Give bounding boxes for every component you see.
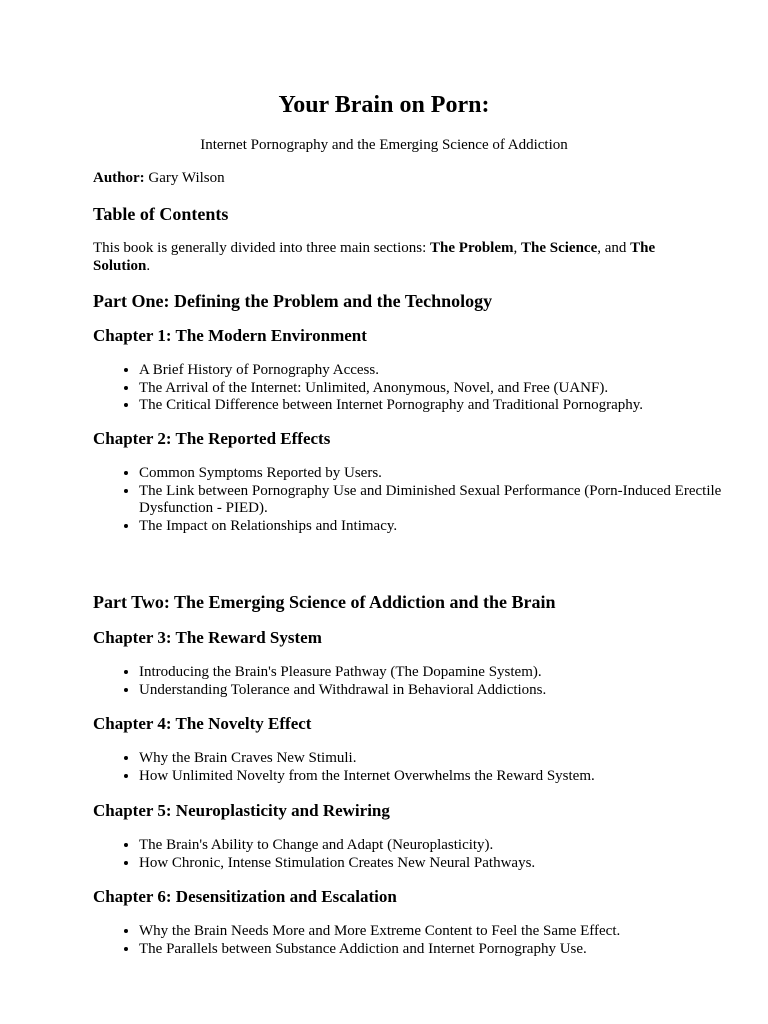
document-subtitle: Internet Pornography and the Emerging Science of Addiction <box>200 137 568 153</box>
intro-paragraph <box>93 239 693 275</box>
list-item: • Why the Brain Needs More and More Extreme Content to Feel the Same Effect. <box>139 923 739 941</box>
list-item: • Understanding Tolerance and Withdrawal in Behavioral Addictions. <box>139 682 739 700</box>
part-one-heading: Part One: Defining the Problem and the Technology <box>93 291 493 311</box>
chapter-1-list <box>93 362 739 415</box>
list-item: • Common Symptoms Reported by Users. <box>139 465 739 483</box>
part-two-heading: Part Two: The Emerging Science of Addiction and the Brain <box>93 592 556 612</box>
chapter-3-heading: Chapter 3: The Reward System <box>93 628 322 647</box>
chapter-2-list <box>93 465 739 535</box>
chapter-4-list <box>93 750 739 785</box>
list-item: • The Impact on Relationships and Intimacy. <box>139 518 739 536</box>
chapter-4-heading: Chapter 4: The Novelty Effect <box>93 714 312 733</box>
list-item: • A Brief History of Pornography Access. <box>139 362 739 380</box>
list-item: • The Brain's Ability to Change and Adapt (Neuroplasticity). <box>139 837 739 855</box>
intro-separator: , and <box>597 240 631 256</box>
chapter-6-list <box>93 923 739 958</box>
list-item: • How Unlimited Novelty from the Internet Overwhelms the Reward System. <box>139 768 739 786</box>
list-item: • Introducing the Brain's Pleasure Pathway (The Dopamine System). <box>139 664 739 682</box>
chapter-5-heading: Chapter 5: Neuroplasticity and Rewiring <box>93 801 390 820</box>
list-item: • How Chronic, Intense Stimulation Creates New Neural Pathways. <box>139 855 739 873</box>
list-item: • The Arrival of the Internet: Unlimited, Anonymous, Novel, and Free (UANF). <box>139 380 739 398</box>
section-name-science: The Science <box>521 240 598 256</box>
intro-separator: , <box>513 240 521 256</box>
author-name: Gary Wilson <box>148 170 225 186</box>
intro-lead: This book is generally divided into three main sections: <box>93 240 431 256</box>
author-line <box>93 169 693 187</box>
list-item: • The Critical Difference between Internet Pornography and Traditional Pornography. <box>139 397 739 415</box>
chapter-1-heading: Chapter 1: The Modern Environment <box>93 326 367 345</box>
section-name-problem: The Problem <box>430 240 514 256</box>
chapter-6-heading: Chapter 6: Desensitization and Escalation <box>93 887 397 906</box>
chapter-5-list <box>93 837 739 872</box>
section-name-solution: The Solution <box>93 240 656 274</box>
chapter-3-list <box>93 664 739 699</box>
chapter-2-heading: Chapter 2: The Reported Effects <box>93 429 331 448</box>
document-title: Your Brain on Porn: <box>278 92 490 118</box>
list-item: • The Link between Pornography Use and Diminished Sexual Performance (Porn-Induced Erectile Dysfunction - PIED). <box>139 483 739 518</box>
author-label: Author: <box>93 170 145 186</box>
list-item: • Why the Brain Craves New Stimuli. <box>139 750 739 768</box>
list-item: • The Parallels between Substance Addiction and Internet Pornography Use. <box>139 941 739 959</box>
intro-end: . <box>146 258 151 274</box>
toc-heading: Table of Contents <box>93 204 229 224</box>
